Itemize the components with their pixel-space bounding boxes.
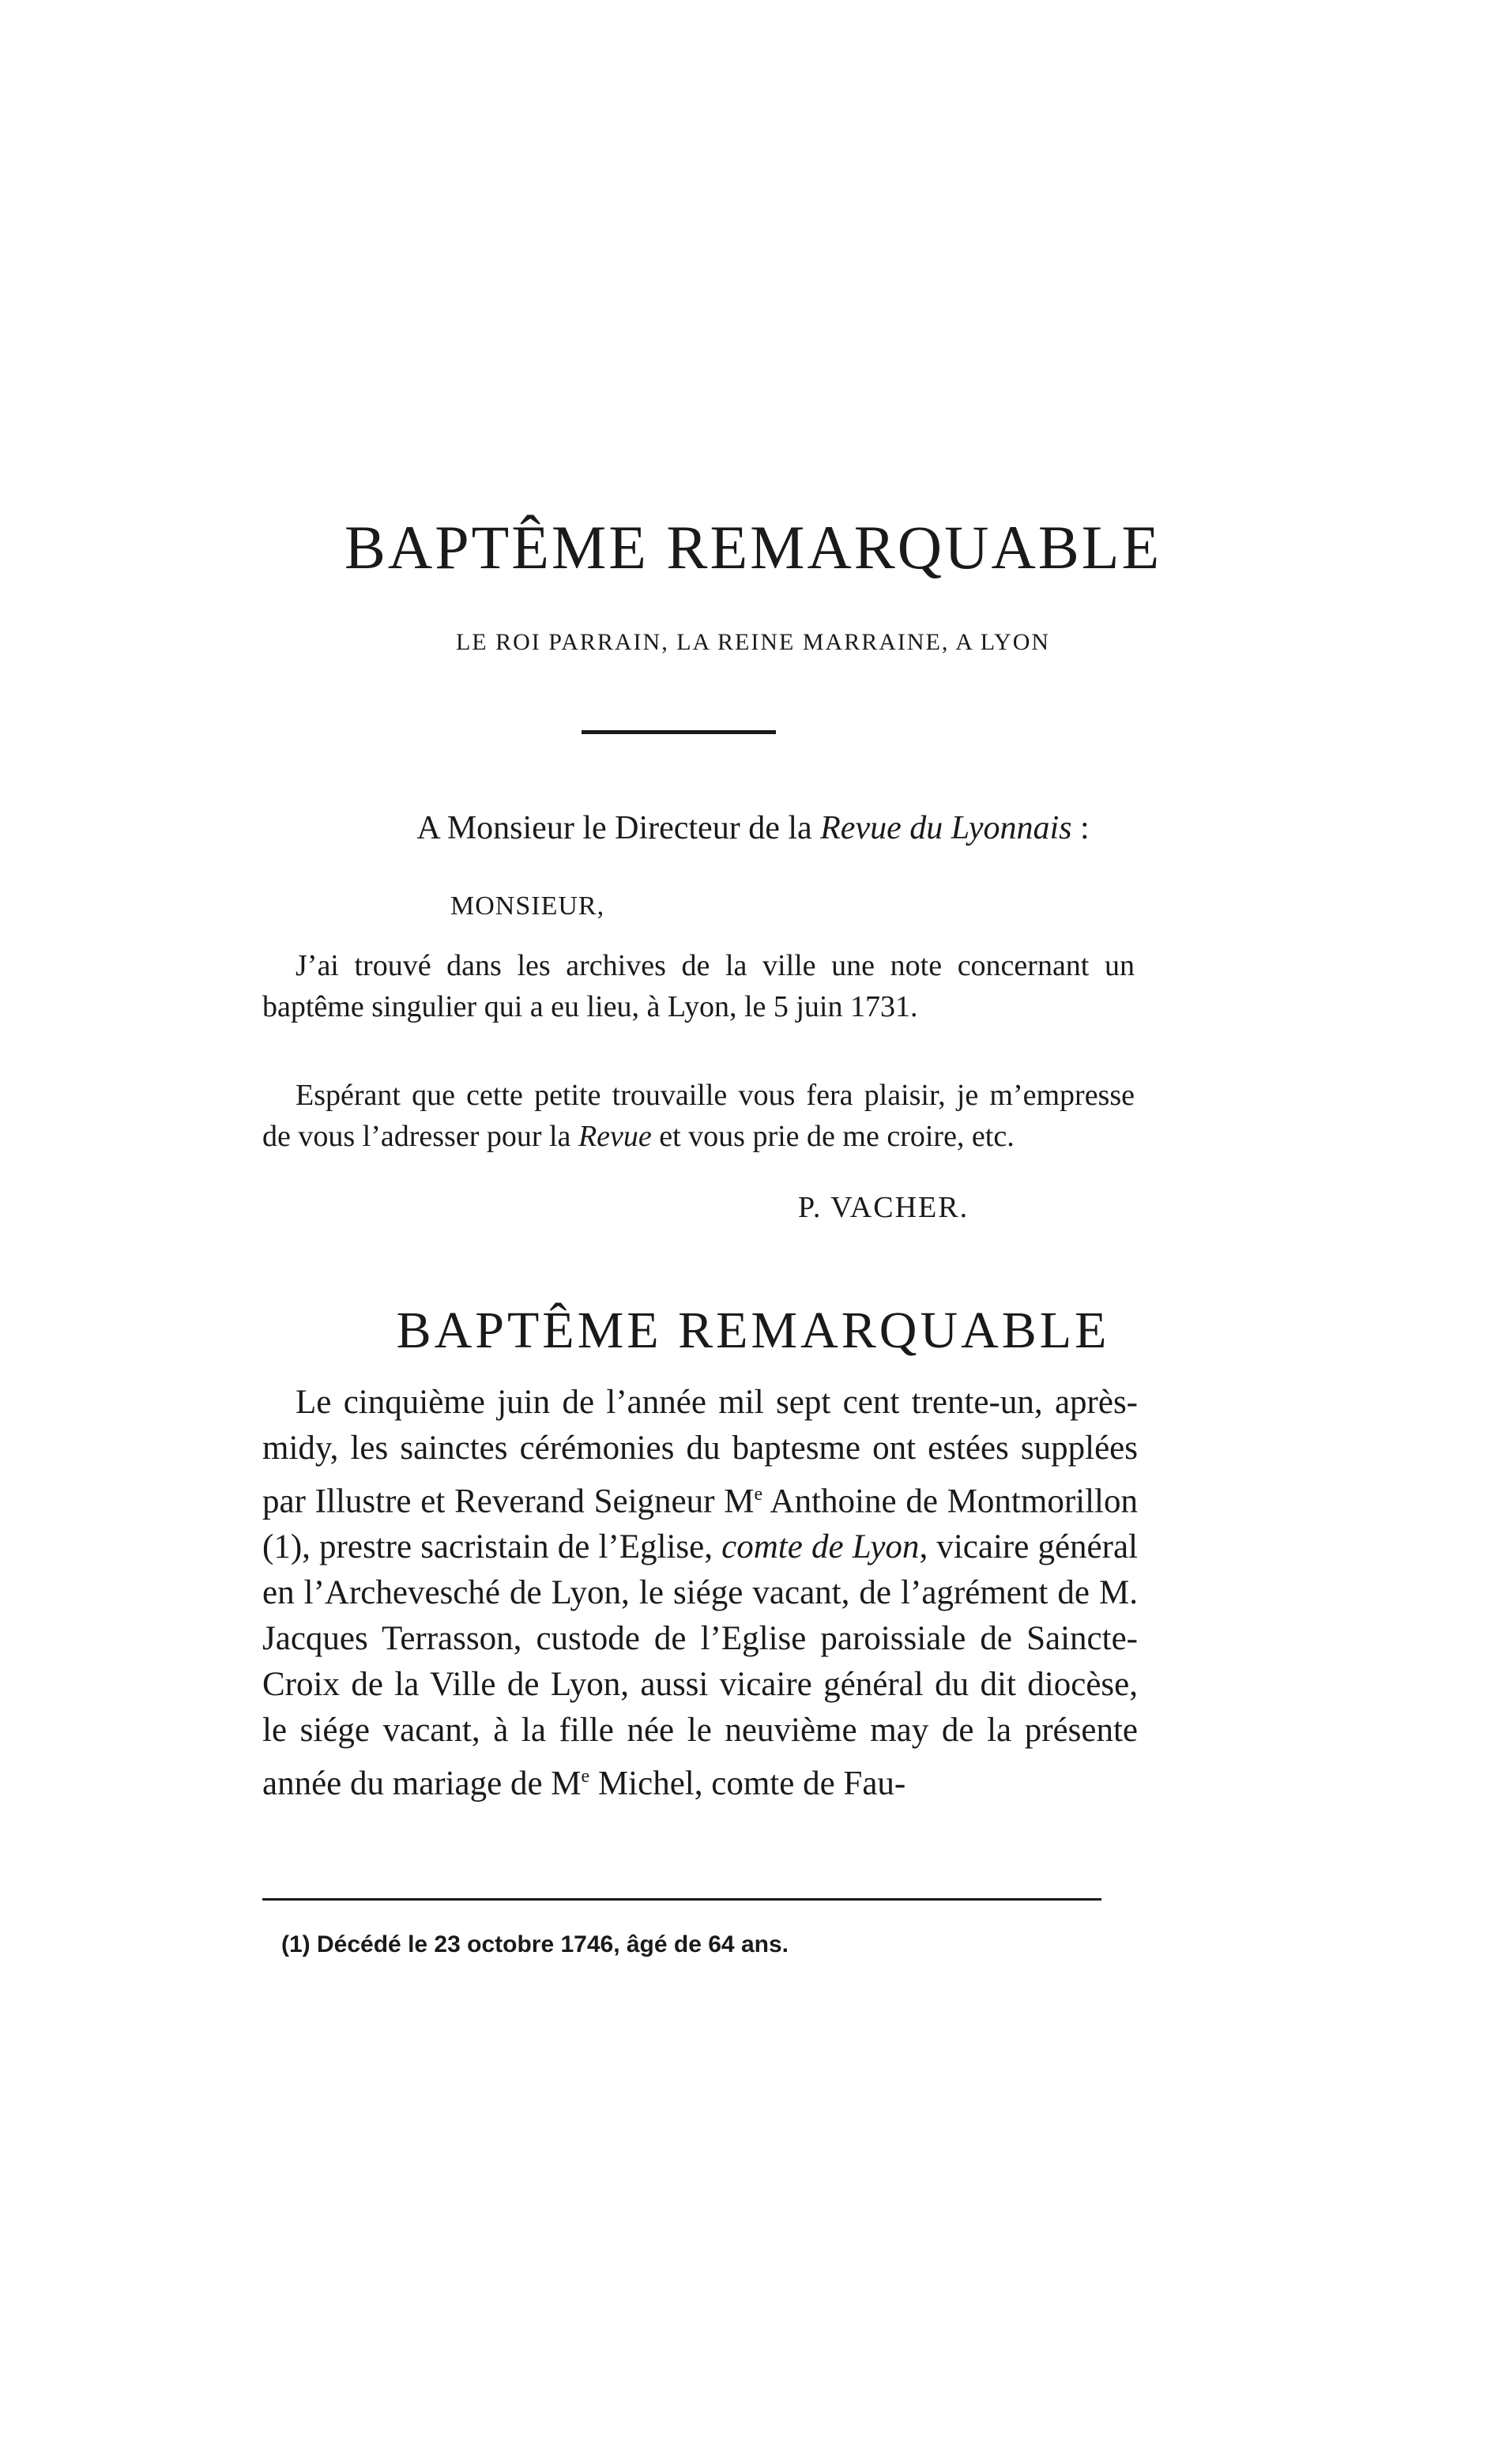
record-text-d: Michel, comte de Fau- — [589, 1765, 906, 1803]
letter-address — [0, 809, 1506, 847]
record-sup-2: e — [581, 1766, 590, 1788]
subtitle: LE ROI PARRAIN, LA REINE MARRAINE, A LYON — [455, 629, 1051, 655]
title-divider — [582, 730, 776, 734]
letter-paragraph-1 — [262, 945, 1135, 1027]
para2-start: Espérant que cette petite trouvaille vous fera plaisir, je m’empresse de vous l’adresser pour la — [262, 1079, 1135, 1153]
letter-paragraph-2 — [262, 1075, 1135, 1157]
address-suffix: : — [1071, 810, 1090, 846]
record-text-a: Le cinquième juin de l’année mil sept cent trente-un, après-midy, les sainctes cérémonies du baptesme ont estées supplées par Illustre et Reverand Seigneur M — [262, 1384, 1138, 1520]
footnote-divider — [262, 1898, 1101, 1901]
section-title: BAPTÊME REMARQUABLE — [396, 1302, 1110, 1359]
baptism-record-text — [262, 1380, 1138, 1807]
footnote: (1) Décédé le 23 octobre 1746, âgé de 64 ans. — [281, 1931, 789, 1957]
letter-paragraph-1-text: J’ai trouvé dans les archives de la ville une note concernant un baptême singulier qui a eu lieu, à Lyon, le 5 juin 1731. — [262, 949, 1135, 1023]
para2-end: et vous prie de me croire, etc. — [651, 1120, 1015, 1153]
salutation: MONSIEUR, — [450, 891, 605, 921]
record-sup-1: e — [754, 1484, 763, 1505]
signature: P. VACHER. — [798, 1191, 969, 1224]
address-journal: Revue du Lyonnais — [820, 810, 1072, 846]
record-text-c: , vicaire général en l’Archevesché de Lyon, le siége vacant, de l’agrément de M. Jacques Terrasson, custode de l’Eglise paroissiale de Saincte-Croix de la Ville de Lyon, aussi vicaire général du dit diocèse, le siége vacant, à la fille née le neuvième may de la présente année du mariage de M — [262, 1528, 1138, 1803]
record-text-b: Anthoine de Montmorillon (1), prestre sacristain de l’Eglise, — [262, 1483, 1138, 1566]
record-italic-1: comte de Lyon — [721, 1528, 920, 1566]
address-prefix: A Monsieur le Directeur de la — [416, 810, 821, 846]
main-title: BAPTÊME REMARQUABLE — [344, 513, 1162, 582]
para2-journal: Revue — [578, 1120, 652, 1153]
